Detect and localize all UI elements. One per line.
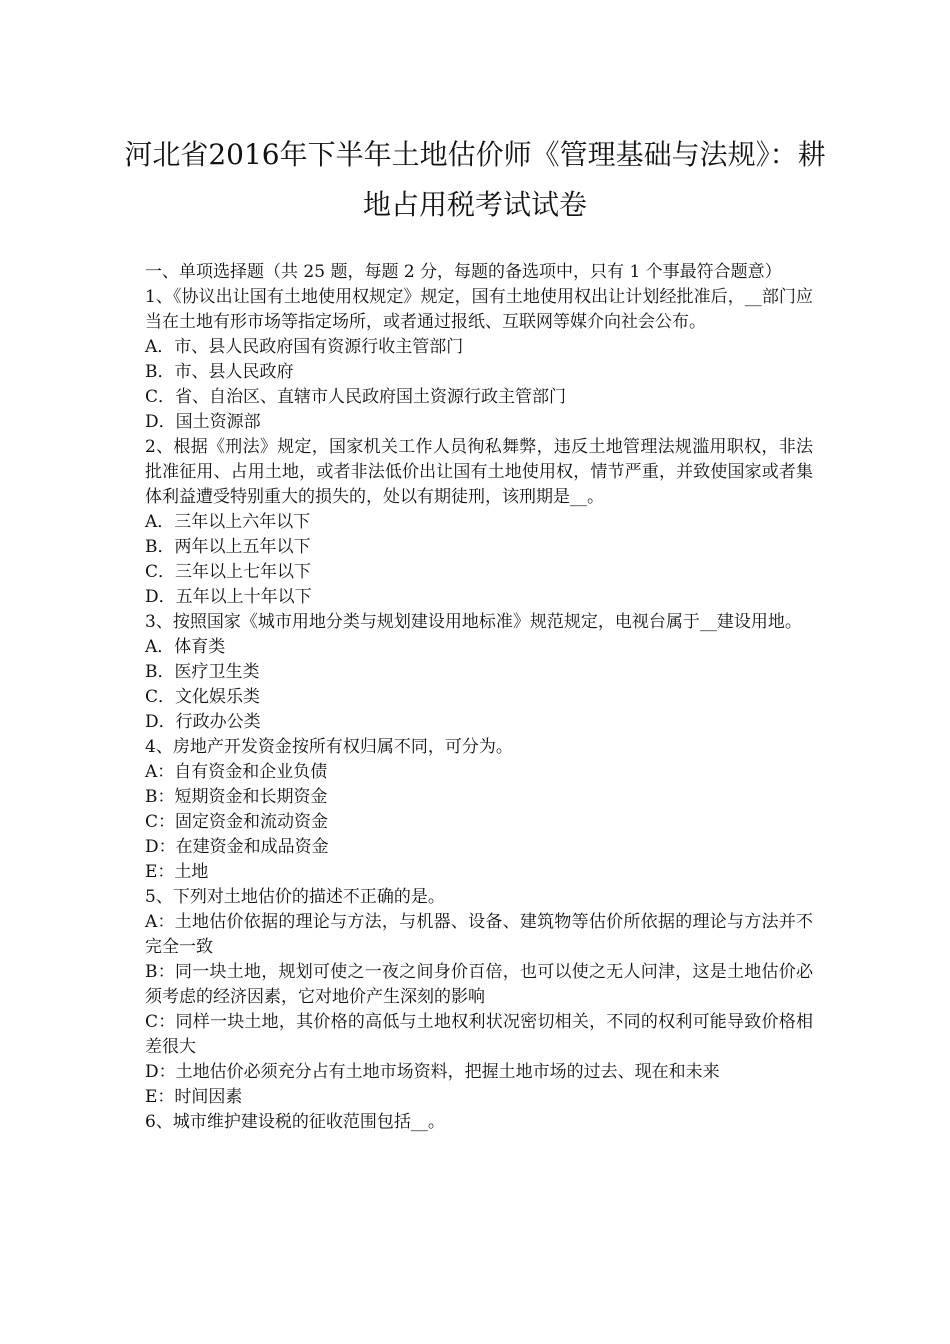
question-2-option-c: C．三年以上七年以下: [145, 562, 312, 582]
document-title-line-2: 地占用税考试试卷: [362, 188, 587, 221]
question-1-option-a: A．市、县人民政府国有资源行收主管部门: [145, 337, 464, 357]
question-4: 4、房地产开发资金按所有权归属不同，可分为。: [145, 737, 513, 757]
question-1-option-b: B．市、县人民政府: [145, 362, 294, 382]
question-4-option-a: A：自有资金和企业负债: [145, 762, 328, 782]
question-2-option-d: D．五年以上十年以下: [145, 587, 312, 607]
question-4-option-d: D：在建资金和成品资金: [145, 837, 329, 857]
question-3-option-c: C．文化娱乐类: [145, 687, 261, 707]
question-6: 6、城市维护建设税的征收范围包括__。: [145, 1112, 445, 1132]
question-4-option-c: C：固定资金和流动资金: [145, 812, 329, 832]
question-2-option-b: B．两年以上五年以下: [145, 537, 311, 557]
exam-content: [145, 260, 813, 1135]
question-4-option-e: E：土地: [145, 862, 209, 882]
question-1-option-d: D．国土资源部: [145, 412, 261, 432]
question-5-option-e: E：时间因素: [145, 1087, 243, 1107]
question-1-option-c: C．省、自治区、直辖市人民政府国土资源行政主管部门: [145, 387, 567, 407]
question-2: 2、根据《刑法》规定，国家机关工作人员徇私舞弊，违反土地管理法规滥用职权，非法批准征用、占用土地，或者非法低价出让国有土地使用权，情节严重，并致使国家或者集体利益遭受特别重大的损失的，处以有期徒刑，该刑期是__。: [145, 437, 813, 507]
document-title-line-1: 河北省2016年下半年土地估价师《管理基础与法规》：耕: [124, 138, 826, 171]
question-3-option-a: A．体育类: [145, 637, 226, 657]
question-1: 1、《协议出让国有土地使用权规定》规定，国有土地使用权出让计划经批准后，__部门应当在土地有形市场等指定场所，或者通过报纸、互联网等媒介向社会公布。: [145, 287, 813, 332]
question-4-option-b: B：短期资金和长期资金: [145, 787, 328, 807]
question-5: 5、下列对土地估价的描述不正确的是。: [145, 887, 445, 907]
question-3: 3、按照国家《城市用地分类与规划建设用地标准》规范规定，电视台属于__建设用地。: [145, 612, 802, 632]
question-5-option-a: A：土地估价依据的理论与方法，与机器、设备、建筑物等估价所依据的理论与方法并不完全一致: [145, 912, 813, 957]
question-5-option-c: C：同样一块土地，其价格的高低与土地权利状况密切相关，不同的权利可能导致价格相差很大: [145, 1012, 813, 1057]
question-3-option-d: D．行政办公类: [145, 712, 261, 732]
question-5-option-d: D：土地估价必须充分占有土地市场资料，把握土地市场的过去、现在和未来: [145, 1062, 720, 1082]
question-3-option-b: B．医疗卫生类: [145, 662, 260, 682]
section-heading: 一、单项选择题（共 25 题，每题 2 分，每题的备选项中，只有 1 个事最符合题意）: [145, 262, 782, 282]
question-2-option-a: A．三年以上六年以下: [145, 512, 311, 532]
question-5-option-b: B：同一块土地，规划可使之一夜之间身价百倍，也可以使之无人问津，这是土地估价必须考虑的经济因素，它对地价产生深刻的影响: [145, 962, 813, 1007]
